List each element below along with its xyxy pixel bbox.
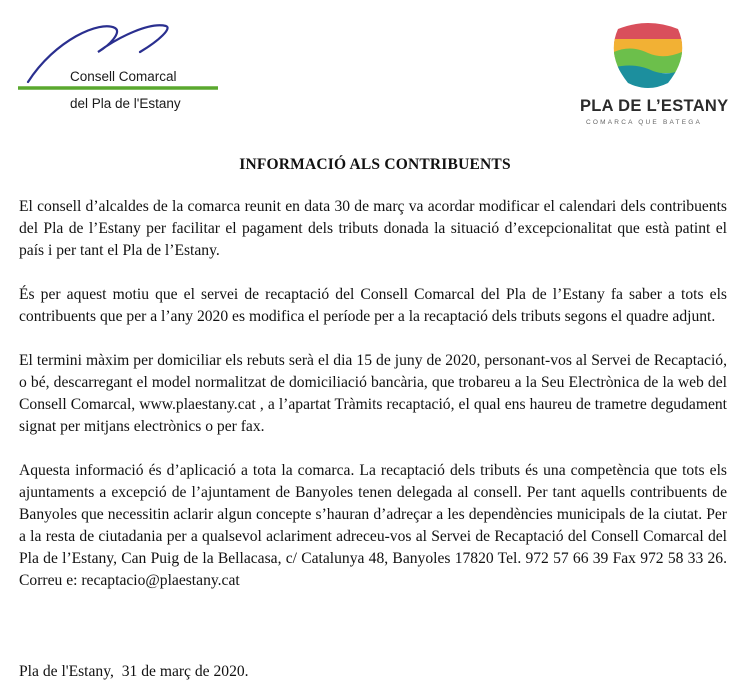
logo-text-line2: del Pla de l'Estany (70, 96, 181, 111)
paragraph: És per aquest motiu que el servei de recaptació del Consell Comarcal del Pla de l’Estany fa saber a tots els contribuents que per a l’any 2020 es modifica el període per a la recaptació dels tributs segons el quadre adjunt. (19, 286, 727, 325)
paragraph: Aquesta informació és d’aplicació a tota la comarca. La recaptació dels tributs és una competència que tots els ajuntaments a excepció de l’ajuntament de Banyoles tenen delegada al consell. Per tant aquells contribuents de Banyoles que necessitin aclarir algun concepte s’hauran d’adreçar a les dependències municipals de la ciutat. Per a la resta de ciutadania per a qualsevol aclariment adreceu-vos al Servei de Recaptació del Consell Comarcal del Pla de l’Estany, Can Puig de la Bellacasa, c/ Catalunya 48, Banyoles 17820 Tel. 972 57 66 39 Fax 972 58 33 26. Correu e: recaptacio@plaestany.cat (19, 462, 727, 589)
paragraph: El consell d’alcaldes de la comarca reunit en data 30 de març va acordar modificar el calendari dels contribuents del Pla de l’Estany per facilitar el pagament dels tributs donada la situació d’excepcionalitat que està patint el país i per tant el Pla de l’Estany. (19, 198, 727, 259)
document-title: INFORMACIÓ ALS CONTRIBUENTS (239, 156, 511, 173)
logo-text-line1: Consell Comarcal (70, 69, 177, 84)
signature-date: Pla de l'Estany, 31 de març de 2020. (19, 663, 249, 680)
logo-tagline: COMARCA QUE BATEGA (586, 119, 703, 126)
paragraph: El termini màxim per domiciliar els rebuts serà el dia 15 de juny de 2020, personant-vos al Servei de Recaptació, o bé, descarregant el model normalitzat de domiciliació bancària, que trobareu a la Seu Electrònica de la web del Consell Comarcal, www.plaestany.cat , a l’apartat Tràmits recaptació, el qual ens haureu de trametre degudament signat per mitjans electrònics o per fax. (19, 352, 727, 435)
logo-brand-name: PLA DE L’ESTANY (580, 97, 729, 115)
hills-lake-emblem-icon (608, 21, 688, 91)
consell-comarcal-logo (0, 0, 220, 120)
pla-de-lestany-logo (570, 15, 730, 135)
document-body (19, 196, 727, 614)
